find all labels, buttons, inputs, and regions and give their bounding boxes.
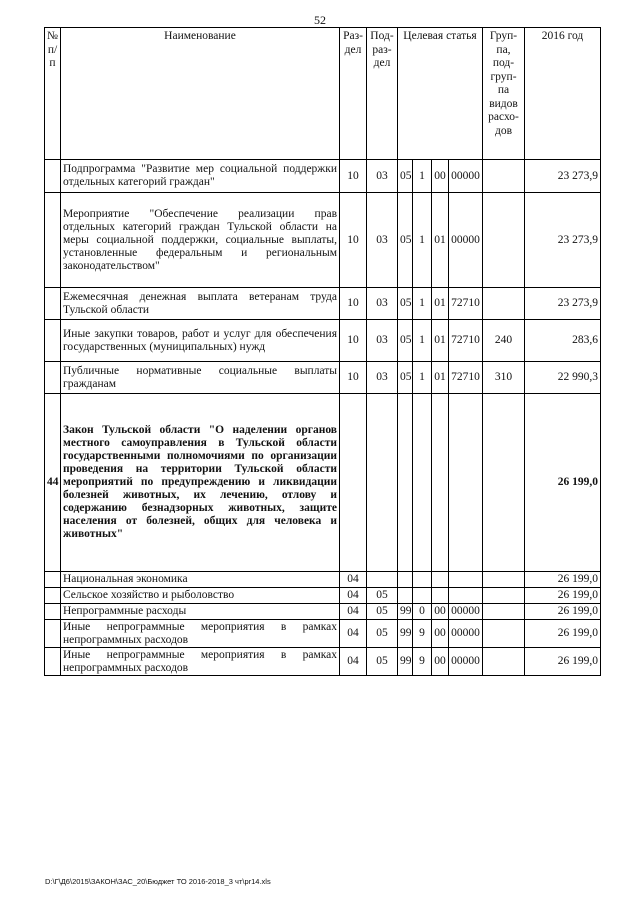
cell-t1 [398,572,413,588]
cell-razdel: 04 [340,620,367,648]
cell-podrazdel: 05 [367,604,398,620]
cell-t4 [449,394,483,572]
cell-amount: 26 199,0 [525,604,601,620]
cell-num [45,288,61,320]
table-header-row [45,28,601,160]
table-body [45,160,601,676]
cell-razdel: 04 [340,604,367,620]
cell-t4 [449,572,483,588]
table-row [45,362,601,394]
table-row [45,320,601,362]
cell-razdel: 04 [340,648,367,676]
cell-name: Публичные нормативные социальные выплаты гражданам [61,362,340,394]
table-row [45,588,601,604]
cell-t2: 1 [413,362,432,394]
header-group: Груп-па, под-груп-па видов расхо-дов [483,28,525,160]
cell-t2: 1 [413,160,432,193]
cell-amount: 26 199,0 [525,648,601,676]
cell-name: Иные непрограммные мероприятия в рамках непрограммных расходов [61,620,340,648]
cell-name: Сельское хозяйство и рыболовство [61,588,340,604]
table-row [45,604,601,620]
cell-amount: 26 199,0 [525,620,601,648]
cell-t2 [413,572,432,588]
cell-t1: 05 [398,362,413,394]
cell-t4: 00000 [449,620,483,648]
cell-amount: 23 273,9 [525,160,601,193]
cell-t4: 72710 [449,288,483,320]
header-num: № п/п [45,28,61,160]
cell-name: Ежемесячная денежная выплата ветеранам труда Тульской области [61,288,340,320]
cell-t3: 01 [432,288,449,320]
header-name: Наименование [61,28,340,160]
cell-name: Непрограммные расходы [61,604,340,620]
table-row [45,193,601,288]
cell-podrazdel: 03 [367,362,398,394]
cell-t3: 00 [432,648,449,676]
cell-name: Закон Тульской области "О наделении органов местного самоуправления в Тульской области государственными полномочиями по организации проведения на территории Тульской области мероприятий по предупреждению и ликвидации болезней животных, их лечению, отлову и содержанию безнадзорных животных, защите населения от болезней, общих для человека и животных" [61,394,340,572]
budget-table [44,27,601,676]
cell-podrazdel: 03 [367,288,398,320]
cell-podrazdel [367,572,398,588]
cell-name: Мероприятие "Обеспечение реализации прав отдельных категорий граждан Тульской области на меры социальной поддержки, социальные выплаты, установленные федеральным и региональным законодательством" [61,193,340,288]
cell-t2: 1 [413,288,432,320]
cell-group: 240 [483,320,525,362]
cell-group [483,193,525,288]
cell-razdel: 10 [340,193,367,288]
cell-podrazdel: 03 [367,320,398,362]
cell-name: Иные закупки товаров, работ и услуг для обеспечения государственных (муниципальных) нужд [61,320,340,362]
cell-name: Подпрограмма "Развитие мер социальной поддержки отдельных категорий граждан" [61,160,340,193]
cell-t1: 05 [398,193,413,288]
cell-num [45,193,61,288]
cell-t2: 1 [413,320,432,362]
header-podrazdel: Под-раз-дел [367,28,398,160]
cell-podrazdel: 05 [367,620,398,648]
cell-group [483,620,525,648]
cell-t3 [432,588,449,604]
cell-razdel: 04 [340,572,367,588]
cell-razdel [340,394,367,572]
cell-num [45,362,61,394]
cell-t4: 00000 [449,604,483,620]
cell-t1: 05 [398,160,413,193]
cell-amount: 26 199,0 [525,394,601,572]
cell-t1 [398,394,413,572]
cell-t2: 1 [413,193,432,288]
table-row [45,572,601,588]
cell-t1: 05 [398,320,413,362]
cell-razdel: 10 [340,320,367,362]
cell-t4 [449,588,483,604]
cell-num [45,620,61,648]
cell-group [483,588,525,604]
header-year: 2016 год [525,28,601,160]
cell-group: 310 [483,362,525,394]
cell-t4: 00000 [449,160,483,193]
cell-group [483,394,525,572]
cell-t4: 72710 [449,320,483,362]
cell-t2: 9 [413,620,432,648]
page-number: 52 [314,13,326,27]
cell-name: Иные непрограммные мероприятия в рамках непрограммных расходов [61,648,340,676]
cell-t2: 0 [413,604,432,620]
cell-num [45,320,61,362]
cell-t3: 00 [432,620,449,648]
cell-t3: 01 [432,320,449,362]
cell-podrazdel: 05 [367,588,398,604]
cell-t4: 72710 [449,362,483,394]
cell-amount: 26 199,0 [525,572,601,588]
table-row [45,394,601,572]
cell-razdel: 10 [340,160,367,193]
table-row [45,160,601,193]
cell-num: 44 [45,394,61,572]
header-target: Целевая статья [398,28,483,160]
cell-t3 [432,572,449,588]
header-razdel: Раз-дел [340,28,367,160]
table-row [45,288,601,320]
cell-t4: 00000 [449,193,483,288]
cell-t1: 05 [398,288,413,320]
cell-podrazdel: 03 [367,160,398,193]
cell-num [45,588,61,604]
cell-t2 [413,394,432,572]
cell-amount: 283,6 [525,320,601,362]
cell-group [483,160,525,193]
cell-t3: 01 [432,362,449,394]
cell-razdel: 10 [340,362,367,394]
cell-group [483,572,525,588]
table-row [45,648,601,676]
cell-t3 [432,394,449,572]
cell-num [45,160,61,193]
cell-t1 [398,588,413,604]
cell-amount: 22 990,3 [525,362,601,394]
cell-t2: 9 [413,648,432,676]
cell-t1: 99 [398,620,413,648]
cell-t4: 00000 [449,648,483,676]
cell-podrazdel: 05 [367,648,398,676]
cell-group [483,604,525,620]
cell-name: Национальная экономика [61,572,340,588]
cell-t1: 99 [398,648,413,676]
cell-razdel: 04 [340,588,367,604]
cell-group [483,288,525,320]
cell-podrazdel [367,394,398,572]
cell-num [45,572,61,588]
cell-razdel: 10 [340,288,367,320]
cell-num [45,648,61,676]
cell-t1: 99 [398,604,413,620]
cell-t3: 00 [432,160,449,193]
footer-file-path: D:\Г\Д6\2015\ЗАКОН\ЗАС_20\Бюджет ТО 2016-2018_3 чт\pr14.xls [45,877,271,886]
table-row [45,620,601,648]
cell-num [45,604,61,620]
cell-t3: 00 [432,604,449,620]
cell-amount: 26 199,0 [525,588,601,604]
cell-podrazdel: 03 [367,193,398,288]
cell-amount: 23 273,9 [525,288,601,320]
cell-amount: 23 273,9 [525,193,601,288]
cell-t2 [413,588,432,604]
cell-t3: 01 [432,193,449,288]
cell-group [483,648,525,676]
